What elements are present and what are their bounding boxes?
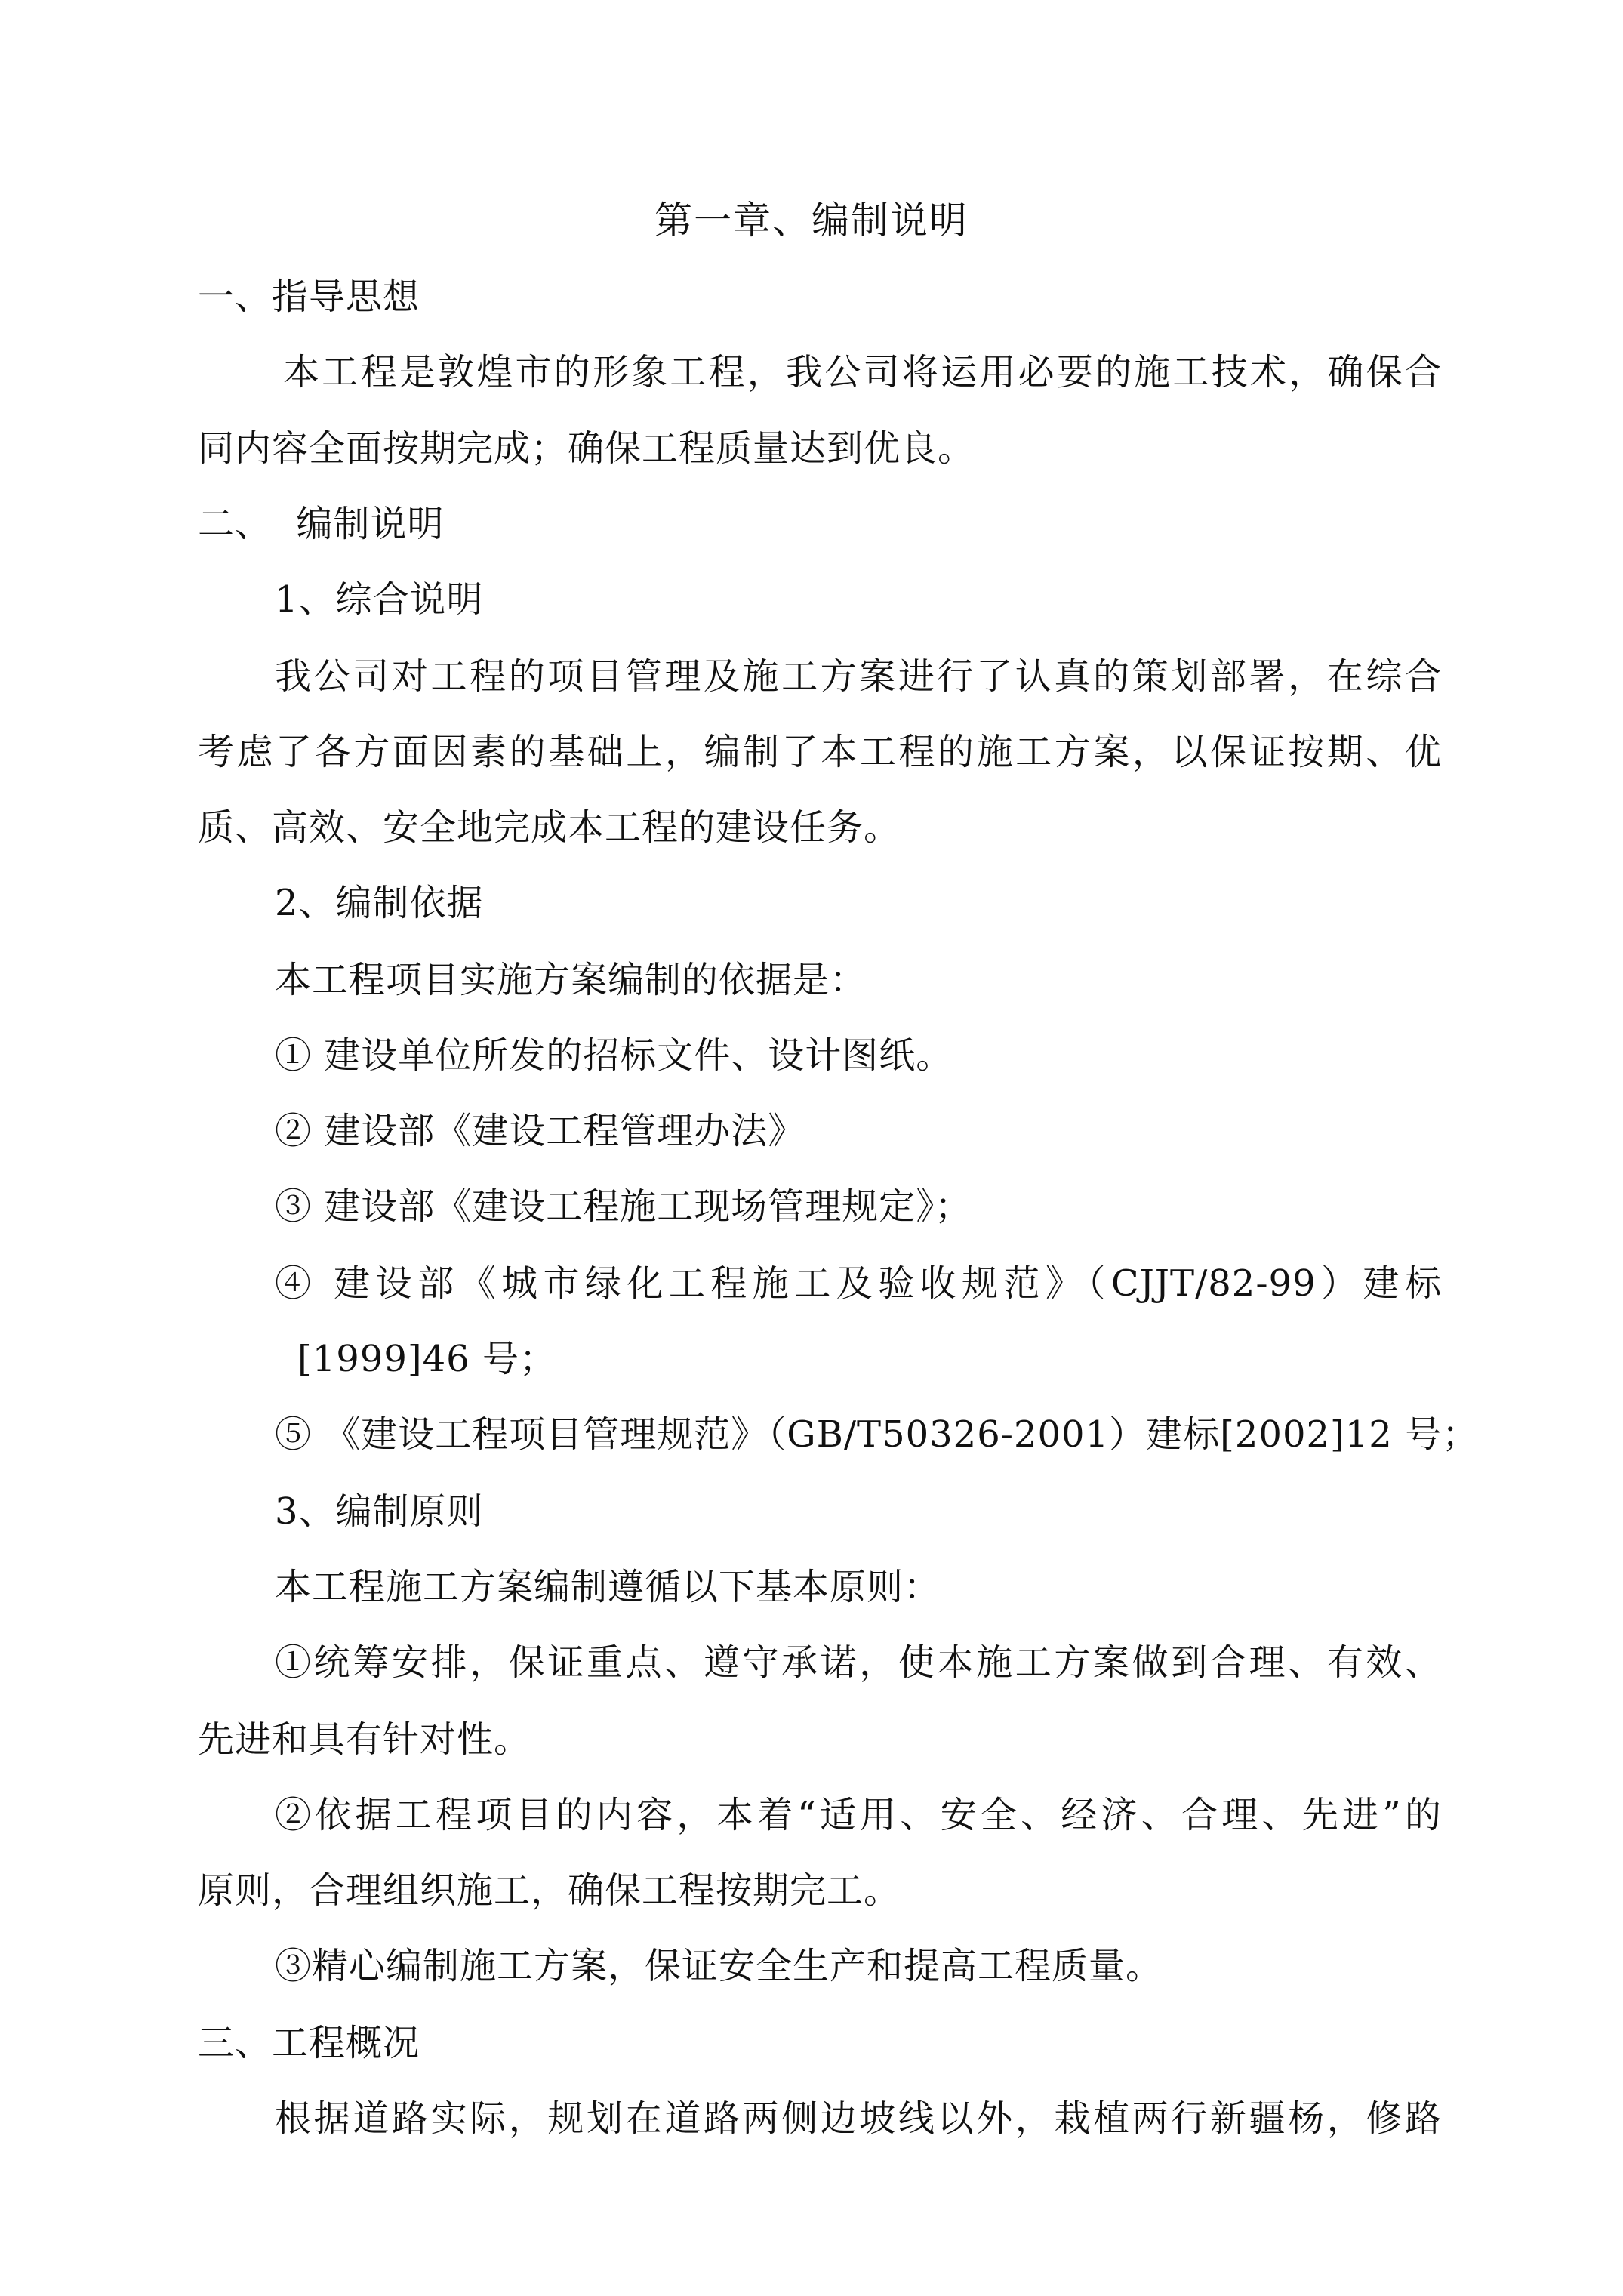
subsection-heading-principles: 3、编制原则	[275, 1490, 484, 1533]
basis-list-item: ② 建设部《建设工程管理办法》	[275, 1110, 805, 1152]
principle-list-item: ①统筹安排，保证重点、遵守承诺，使本施工方案做到合理、有效、	[275, 1641, 1442, 1684]
principle-list-item-continuation: 原则，合理组织施工，确保工程按期完工。	[198, 1869, 901, 1912]
basis-list-item: ⑤ 《建设工程项目管理规范》（GB/T50326-2001）建标[2002]12 号；	[275, 1413, 1480, 1456]
section-heading-compilation-notes: 二、 编制说明	[198, 503, 445, 545]
paragraph-line: 我公司对工程的项目管理及施工方案进行了认真的策划部署，在综合	[275, 655, 1442, 698]
subsection-heading-general: 1、综合说明	[275, 578, 484, 621]
basis-list-item-continuation: [1999]46 号；	[297, 1338, 556, 1380]
paragraph-line: 考虑了各方面因素的基础上，编制了本工程的施工方案，以保证按期、优	[198, 731, 1442, 773]
basis-list-item: ③ 建设部《建设工程施工现场管理规定》；	[275, 1185, 972, 1228]
paragraph-line: 本工程项目实施方案编制的依据是：	[275, 959, 867, 1001]
paragraph-line: 本工程是敦煌市的形象工程，我公司将运用必要的施工技术，确保合	[283, 351, 1442, 393]
principle-list-item-continuation: 先进和具有针对性。	[198, 1718, 531, 1761]
principle-list-item: ③精心编制施工方案，保证安全生产和提高工程质量。	[275, 1945, 1163, 1987]
paragraph-line: 同内容全面按期完成；确保工程质量达到优良。	[198, 427, 975, 470]
paragraph-line: 本工程施工方案编制遵循以下基本原则：	[275, 1566, 941, 1608]
subsection-heading-basis: 2、编制依据	[275, 882, 484, 924]
basis-list-item: ④ 建设部《城市绿化工程施工及验收规范》（CJJT/82-99）建标	[275, 1262, 1442, 1305]
paragraph-line: 根据道路实际，规划在道路两侧边坡线以外，栽植两行新疆杨，修路	[275, 2097, 1442, 2140]
section-heading-project-overview: 三、工程概况	[198, 2022, 420, 2064]
paragraph-line: 质、高效、安全地完成本工程的建设任务。	[198, 806, 901, 849]
basis-list-item: ① 建设单位所发的招标文件、设计图纸。	[275, 1034, 953, 1077]
section-heading-guiding-ideology: 一、指导思想	[198, 276, 420, 318]
chapter-title: 第一章、编制说明	[654, 199, 969, 242]
principle-list-item: ②依据工程项目的内容，本着“适用、安全、经济、合理、先进”的	[275, 1794, 1442, 1836]
